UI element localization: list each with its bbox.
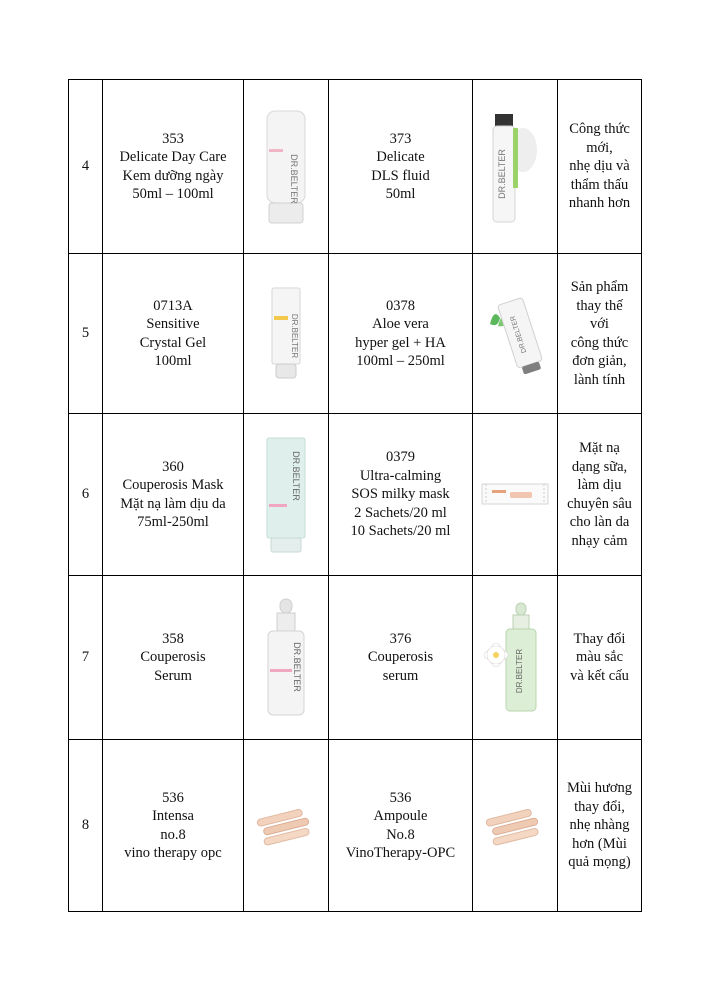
note-line: làm dịu bbox=[577, 477, 622, 493]
old-product-name: Couperosis Mask bbox=[122, 477, 224, 493]
note-cell bbox=[558, 414, 642, 576]
new-product-size: 10 Sachets/20 ml bbox=[350, 523, 451, 540]
old-product-desc: Kem dưỡng ngày bbox=[122, 167, 224, 184]
new-product-image-cell bbox=[473, 254, 558, 414]
white-tube-image bbox=[244, 109, 328, 225]
new-product-code: 536 bbox=[389, 789, 412, 806]
note-line: thẩm thấu bbox=[570, 176, 629, 193]
new-product-desc: serum bbox=[382, 667, 419, 684]
note-line: màu sắc bbox=[575, 649, 624, 666]
new-product-desc: No.8 bbox=[386, 826, 415, 843]
new-product-image-cell bbox=[473, 740, 558, 912]
new-product-size: 50ml bbox=[385, 186, 416, 202]
new-product-image-cell bbox=[473, 576, 558, 740]
new-product-size: 100ml – 250ml bbox=[356, 353, 445, 369]
note-line: hơn (Mùi bbox=[572, 835, 627, 852]
old-product-name: Delicate Day Care bbox=[119, 149, 227, 165]
sachet-image bbox=[473, 480, 557, 510]
table-row bbox=[69, 80, 642, 254]
note-cell bbox=[558, 740, 642, 912]
old-product-name: Sensitive bbox=[146, 316, 200, 332]
old-product-desc: Mặt nạ làm dịu da bbox=[120, 495, 226, 512]
note-line: Thay đổi bbox=[573, 630, 626, 647]
brand-label: DR.BELTER bbox=[497, 148, 507, 199]
note-cell bbox=[558, 576, 642, 740]
new-product-code: 376 bbox=[389, 630, 412, 647]
old-product-code: 0713A bbox=[153, 297, 193, 314]
green-dropper-bottle-image bbox=[473, 599, 557, 717]
note-line: lành tính bbox=[573, 371, 626, 388]
new-product-code: 0379 bbox=[386, 449, 415, 466]
new-product-cell bbox=[329, 576, 473, 740]
note-line: Sản phẩm bbox=[570, 279, 629, 295]
note-line: quả mọng) bbox=[568, 854, 631, 871]
aloe-tube-image bbox=[473, 294, 557, 374]
row-number: 4 bbox=[69, 80, 103, 254]
note-line: nhạy cảm bbox=[571, 532, 628, 549]
note-line: công thức bbox=[570, 334, 629, 351]
brand-label: DR.BELTER bbox=[291, 450, 301, 501]
new-product-name: Couperosis bbox=[367, 649, 434, 666]
old-product-cell bbox=[103, 80, 244, 254]
note-line: cho làn da bbox=[569, 514, 630, 530]
new-product-code: 373 bbox=[389, 130, 412, 147]
row-number: 5 bbox=[69, 254, 103, 414]
note-line: nhẹ nhàng bbox=[569, 817, 630, 834]
new-product-desc: VinoTherapy-OPC bbox=[345, 845, 456, 861]
old-product-desc: vino therapy opc bbox=[124, 845, 222, 861]
new-product-cell bbox=[329, 254, 473, 414]
pump-bottle-image bbox=[473, 108, 557, 226]
brand-label: DR.BELTER bbox=[289, 153, 299, 204]
note-cell bbox=[558, 80, 642, 254]
row-number: 7 bbox=[69, 576, 103, 740]
row-number: 6 bbox=[69, 414, 103, 576]
note-cell bbox=[558, 254, 642, 414]
note-line: với bbox=[590, 316, 609, 332]
mint-tube-image bbox=[244, 436, 328, 554]
note-line: Mùi hương bbox=[566, 780, 633, 797]
note-line: chuyên sâu bbox=[567, 495, 632, 512]
old-product-code: 536 bbox=[162, 789, 184, 806]
small-tube-image bbox=[244, 286, 328, 382]
old-product-image-cell bbox=[244, 80, 329, 254]
ampoules-image bbox=[473, 803, 557, 849]
table-row bbox=[69, 740, 642, 912]
new-product-cell bbox=[329, 80, 473, 254]
old-product-desc: Serum bbox=[154, 667, 192, 684]
old-product-desc: Crystal Gel bbox=[139, 334, 207, 351]
old-product-desc: no.8 bbox=[160, 826, 186, 843]
new-product-name: Delicate bbox=[376, 149, 425, 165]
old-product-size: 50ml – 100ml bbox=[132, 186, 214, 202]
note-line: đơn giản, bbox=[572, 353, 627, 369]
new-product-code: 0378 bbox=[386, 297, 415, 314]
new-product-size: 2 Sachets/20 ml bbox=[354, 504, 447, 521]
old-product-cell bbox=[103, 254, 244, 414]
row-number: 8 bbox=[69, 740, 103, 912]
brand-label: DR.BELTER bbox=[292, 641, 302, 692]
table-row bbox=[69, 414, 642, 576]
note-line: nhẹ dịu và bbox=[569, 158, 630, 175]
old-product-image-cell bbox=[244, 254, 329, 414]
new-product-desc: hyper gel + HA bbox=[355, 334, 446, 351]
old-product-size: 100ml bbox=[154, 353, 192, 369]
old-product-code: 360 bbox=[162, 458, 184, 475]
new-product-image-cell bbox=[473, 80, 558, 254]
old-product-image-cell bbox=[244, 740, 329, 912]
note-line: nhanh hơn bbox=[568, 195, 631, 212]
table-row bbox=[69, 576, 642, 740]
old-product-image-cell bbox=[244, 414, 329, 576]
note-line: Công thức bbox=[569, 121, 630, 138]
new-product-cell bbox=[329, 740, 473, 912]
new-product-name: Aloe vera bbox=[372, 316, 429, 332]
old-product-cell bbox=[103, 576, 244, 740]
old-product-name: Couperosis bbox=[140, 649, 206, 666]
table-row bbox=[69, 254, 642, 414]
old-product-name: Intensa bbox=[152, 808, 194, 824]
note-line: thay đổi, bbox=[574, 798, 625, 815]
old-product-image-cell bbox=[244, 576, 329, 740]
old-product-cell bbox=[103, 740, 244, 912]
new-product-desc: SOS milky mask bbox=[351, 486, 450, 503]
new-product-image-cell bbox=[473, 414, 558, 576]
new-product-cell bbox=[329, 414, 473, 576]
ampoules-image bbox=[244, 803, 328, 849]
product-comparison-table bbox=[68, 79, 642, 912]
old-product-cell bbox=[103, 414, 244, 576]
note-line: dạng sữa, bbox=[571, 458, 628, 475]
brand-label: DR.BELTER bbox=[515, 648, 524, 693]
note-line: Mặt nạ bbox=[579, 440, 620, 456]
new-product-name: Ultra-calming bbox=[359, 467, 442, 484]
new-product-desc: DLS fluid bbox=[371, 167, 430, 184]
old-product-code: 358 bbox=[162, 630, 184, 647]
old-product-size: 75ml-250ml bbox=[137, 514, 209, 530]
dropper-bottle-image bbox=[244, 597, 328, 719]
brand-label: DR.BELTER bbox=[509, 314, 529, 354]
note-line: thay thế bbox=[576, 297, 623, 314]
old-product-code: 353 bbox=[162, 130, 184, 147]
note-line: mới, bbox=[586, 139, 613, 156]
brand-label: DR.BELTER bbox=[290, 313, 299, 358]
new-product-name: Ampoule bbox=[373, 808, 428, 824]
note-line: và kết cấu bbox=[570, 667, 629, 684]
